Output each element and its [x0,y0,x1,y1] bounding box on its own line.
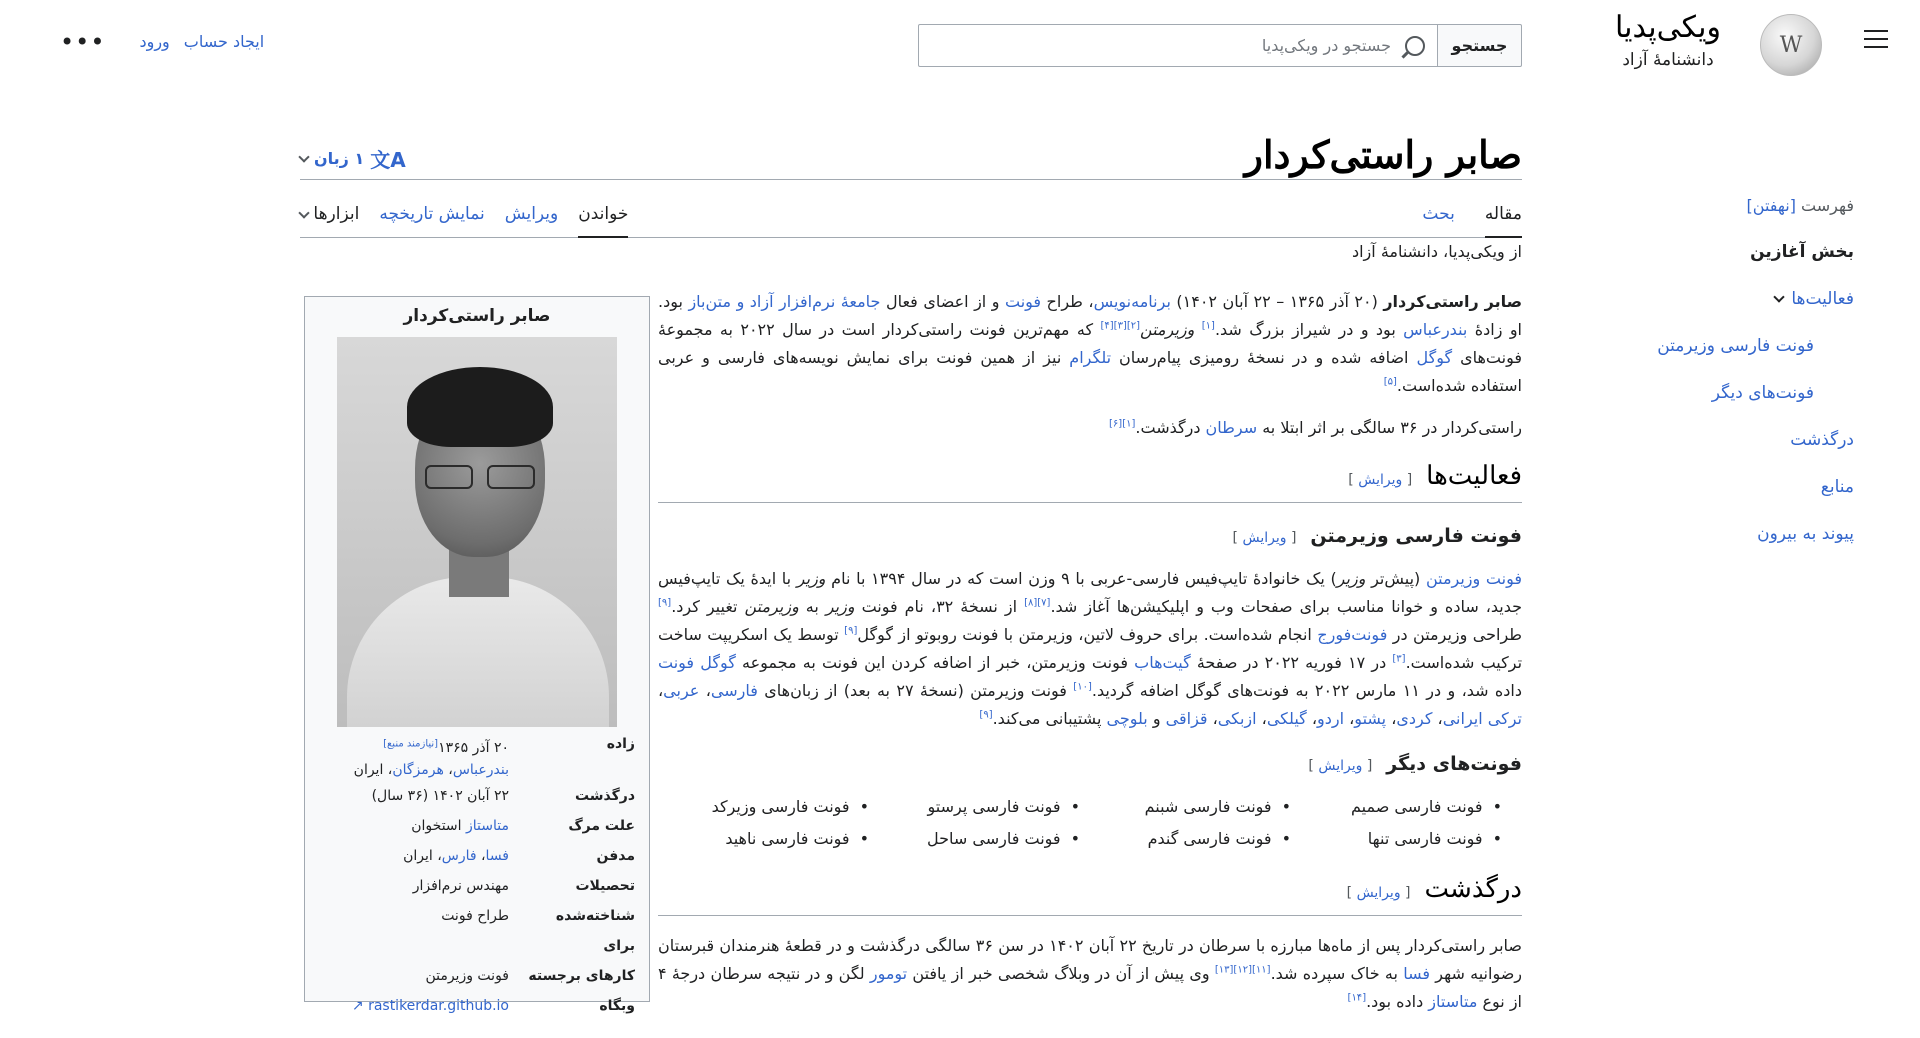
search-input[interactable] [918,24,1438,67]
page-tabs [300,190,1522,238]
section-edit-link[interactable]: [ ویرایش ] [1348,472,1413,488]
wordmark-name: ویکی‌پدیا [1615,10,1721,45]
death-paragraph: صابر راستی‌کردار پس از ماه‌ها مبارزه با سرطان در تاریخ ۲۲ آبان ۱۴۰۲ در سن ۳۶ سالگی درگذشت و در قطعهٔ هنرمندان قبرستان رضوانیه شهر فسا به خاک سپرده شد.[۱۱][۱۲][۱۳] وی پیش از آن در وبلاگ شخصی خبر از یافتن تومور لگن و در نتیجه سرطان درجهٔ ۴ از نوع متاستاز داده بود.[۱۴] [658,936,1523,1011]
search-button[interactable]: جستجو [1438,24,1522,67]
user-links [60,27,265,56]
view-tabs [300,190,628,238]
search-placeholder: جستجو در ویکی‌پدیا [1261,36,1391,55]
lead-paragraph-2: راستی‌کردار در ۳۶ سالگی بر اثر ابتلا به سرطان درگذشت.[۱][۶] [1109,418,1522,437]
tab-read[interactable]: خواندن [578,190,628,238]
toc-hide-link[interactable]: [نهفتن] [1746,196,1796,215]
search-icon [1405,36,1425,56]
tab-history[interactable]: نمایش تاریخچه [379,204,485,224]
tools-menu[interactable]: ابزارها [300,190,359,238]
wikipedia-logo-icon[interactable]: W [1760,14,1822,76]
infobox-row-cause: علت مرگ متاستاز استخوان [411,818,635,834]
title-bar [300,130,1522,180]
infobox-row-born: زاده ۲۰ آذر ۱۳۶۵[نیازمند منبع] بندرعباس، هرمزگان، ایران [353,736,635,778]
tab-talk[interactable]: بحث [1422,204,1455,224]
tab-edit[interactable]: ویرایش [504,204,559,224]
list-item: • فونت فارسی پرستو [869,793,1080,821]
chevron-down-icon [298,151,309,162]
toc-item-vazirmatn[interactable]: فونت فارسی وزیرمتن [1657,336,1814,356]
page-title: صابر راستی‌کردار [1244,132,1522,177]
section-heading-vazirmatn: فونت فارسی وزیرمتن[ ویرایش ] [1232,525,1522,547]
section-edit-link[interactable]: [ ویرایش ] [1346,885,1411,901]
toc-item-other-fonts[interactable]: فونت‌های دیگر [1711,383,1814,403]
infobox-row-works: کارهای برجسته فونت وزیرمتن [425,968,635,984]
tab-article[interactable]: مقاله [1485,190,1522,238]
photo-glasses [425,465,537,491]
chevron-down-icon[interactable] [1774,291,1785,302]
site-tagline: از ویکی‌پدیا، دانشنامهٔ آزاد [1351,242,1522,261]
list-item: • فونت فارسی ناهید [658,825,869,853]
hamburger-icon[interactable] [1864,30,1888,50]
toc-item-activities[interactable]: فعالیت‌ها [1574,288,1854,310]
vazirmatn-paragraph: فونت وزیرمتن (پیش‌تر وزیر) یک خانوادهٔ تایپ‌فیس فارسی-عربی با ۹ وزن است که در سال ۱۳۹۴ با نام وزیر با ایدهٔ یک تایپ‌فیس جدید، ساده و خوانا مناسب برای صفحات وب و اپلیکیشن‌ها آغاز شد.[۷][۸] از نسخهٔ ۳۲، نام فونت وزیر به وزیرمتن تغییر کرد.[۹] طراحی وزیرمتن در فونت‌فورج انجام شده‌است. برای حروف لاتین، وزیرمتن با فونت روبوتو از گوگل[۹] توسط یک اسکریپت ساخت ترکیب شده‌است.[۳] در ۱۷ فوریه ۲۰۲۲ در صفحهٔ گیت‌هاب فونت وزیرمتن، خبر از اضافه کردن این فونت به مجموعه گوگل فونت داده شد، و در ۱۱ مارس ۲۰۲۲ به فونت‌های گوگل اضافه گردید.[۱۰] فونت وزیرمتن (نسخهٔ ۲۷ به بعد) از زبان‌های فارسی، عربی، ترکی ایرانی، کردی، پشتو، اردو، گیلکی، ازبکی، قزاقی و بلوچی پشتیبانی می‌کند.[۹] [658,569,1523,728]
section-heading-other-fonts: فونت‌های دیگر[ ویرایش ] [1308,753,1522,775]
namespace-tabs [1422,190,1522,238]
infobox [304,296,650,1014]
translate-icon: 文A [370,148,406,172]
table-of-contents [1574,196,1854,570]
infobox-row-known-for: شناخته‌شده برای طراح فونت [441,908,635,954]
create-account-link[interactable]: ایجاد حساب [183,32,265,51]
list-item: • فونت فارسی شبنم [1080,793,1291,821]
infobox-row-website: وبگاه rastikerdar.github.io ↗ [351,998,635,1014]
external-link-icon: ↗ [351,998,364,1014]
photo-shirt [347,577,609,727]
article-body [658,288,1522,1030]
list-item: • فونت فارسی گندم [1080,825,1291,853]
section-edit-link[interactable]: [ ویرایش ] [1308,758,1373,774]
lead-paragraph-1: صابر راستی‌کردار (۲۰ آذر ۱۳۶۵ – ۲۲ آبان ۱۴۰۲) برنامه‌نویس، طراح فونت و از اعضای فعال جامعهٔ نرم‌افزار آزاد و متن‌باز بود. او زادهٔ بندرعباس بود و در شیراز بزرگ شد.[۱] وزیرمتن[۲][۳][۴] که مهم‌ترین فونت راستی‌کردار است در سال ۲۰۲۲ به مجموعهٔ فونت‌های گوگل اضافه شده و در نسخهٔ رومیزی پیام‌رسان تلگرام نیز از همین فونت برای نمایش نویسه‌های فارسی و عربی استفاده شده‌است.[۵] [658,292,1523,395]
site-header [0,0,1920,90]
infobox-row-education: تحصیلات مهندس نرم‌افزار [412,878,635,894]
section-edit-link[interactable]: [ ویرایش ] [1232,530,1297,546]
list-item: • فونت فارسی وزیرکد [658,793,869,821]
toc-item-external-links[interactable]: پیوند به بیرون [1757,524,1854,544]
toc-item-intro[interactable]: بخش آغازین [1750,242,1854,262]
photo-hair [407,367,553,447]
list-item: • فونت فارسی صمیم [1291,793,1502,821]
portrait-photo[interactable] [337,337,617,727]
chevron-down-icon [298,207,309,218]
toc-heading: فهرست [نهفتن] [1746,196,1854,215]
wikipedia-wordmark[interactable] [1588,8,1748,72]
login-link[interactable]: ورود [139,32,170,51]
wordmark-tagline: دانشنامهٔ آزاد [1622,50,1714,70]
list-item: • فونت فارسی تنها [1291,825,1502,853]
list-item: • فونت فارسی ساحل [869,825,1080,853]
toc-item-death[interactable]: درگذشت [1790,430,1854,450]
section-heading-activities: فعالیت‌ها[ ویرایش ] [658,456,1522,503]
infobox-row-died: درگذشت ۲۲ آبان ۱۴۰۲ (۳۶ سال) [371,788,635,804]
infobox-title: صابر راستی‌کردار [403,306,551,326]
more-options-icon[interactable]: ••• [60,27,106,56]
section-heading-death: درگذشت[ ویرایش ] [658,869,1522,916]
language-button[interactable] [300,144,406,173]
website-link[interactable]: rastikerdar.github.io [368,998,509,1014]
search-form [918,24,1522,67]
language-count: ۱ زبان [314,149,365,168]
toc-item-references[interactable]: منابع [1820,477,1854,497]
other-fonts-list [658,793,1522,853]
infobox-row-resting: مدفن فسا، فارس، ایران [403,848,635,864]
